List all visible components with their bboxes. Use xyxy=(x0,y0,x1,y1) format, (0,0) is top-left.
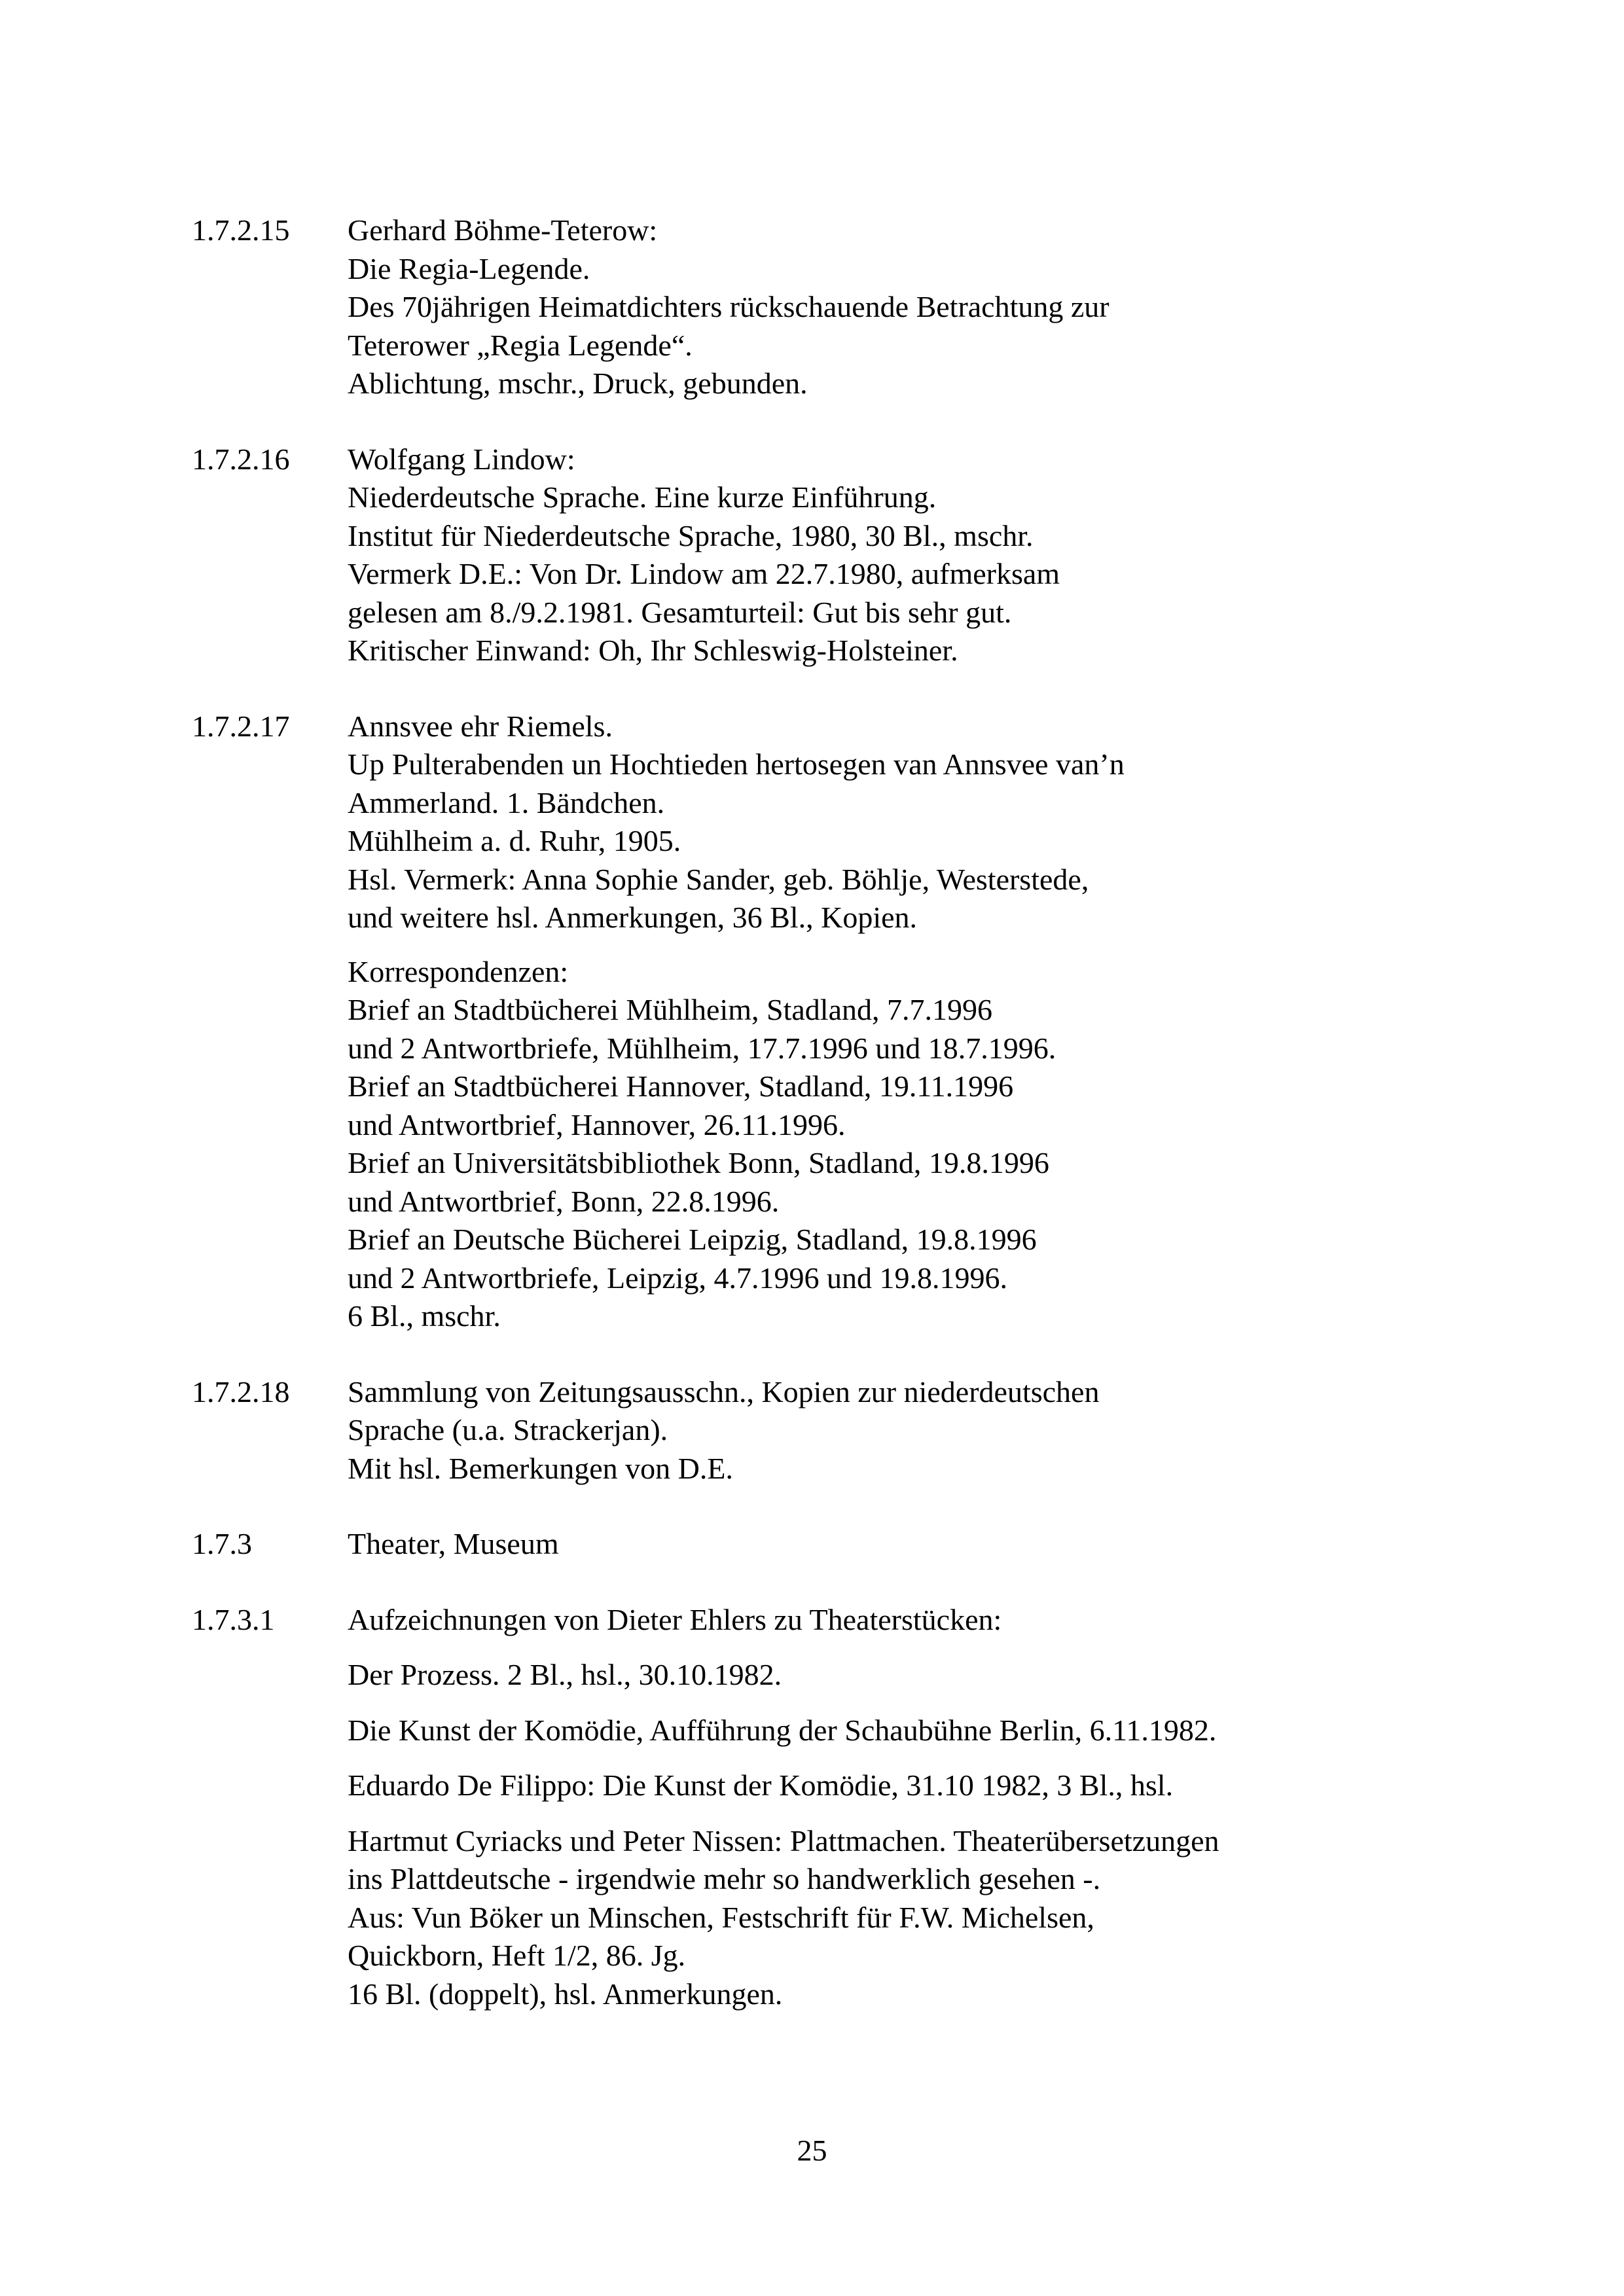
entry-line: Gerhard Böhme-Teterow: xyxy=(348,213,658,247)
entry-line: Quickborn, Heft 1/2, 86. Jg. xyxy=(348,1939,686,1972)
entry-line: Korrespondenzen: xyxy=(348,954,569,988)
entry-number: 1.7.2.18 xyxy=(192,1374,290,1408)
entry-number: 1.7.3 xyxy=(192,1527,252,1560)
catalog-entry xyxy=(192,708,1435,1336)
entry-line: Theater, Museum xyxy=(348,1527,559,1560)
entry-line: Hartmut Cyriacks und Peter Nissen: Plattmachen. Theaterübersetzungen xyxy=(348,1823,1219,1857)
entry-paragraph xyxy=(348,1712,1435,1750)
entry-body xyxy=(348,1373,1435,1488)
entry-line: Annsvee ehr Riemels. xyxy=(348,709,613,743)
entry-number: 1.7.2.16 xyxy=(192,442,290,476)
entry-line: Teterower „Regia Legende“. xyxy=(348,328,693,362)
entry-line: Mit hsl. Bemerkungen von D.E. xyxy=(348,1451,733,1485)
entry-line: Aufzeichnungen von Dieter Ehlers zu Theaterstücken: xyxy=(348,1602,1002,1636)
entry-paragraph xyxy=(348,1373,1435,1488)
entry-line: Ablichtung, mschr., Druck, gebunden. xyxy=(348,367,808,400)
entry-paragraph xyxy=(348,1601,1435,1640)
entry-number: 1.7.2.15 xyxy=(192,213,290,247)
entry-line: Brief an Stadtbücherei Mühlheim, Stadland, 7.7.1996 xyxy=(348,993,992,1026)
entry-body xyxy=(348,211,1435,403)
entry-body xyxy=(348,440,1435,670)
entry-line: Kritischer Einwand: Oh, Ihr Schleswig-Holsteiner. xyxy=(348,634,958,667)
entry-line: und 2 Antwortbriefe, Leipzig, 4.7.1996 und 19.8.1996. xyxy=(348,1261,1008,1295)
catalog-entry xyxy=(192,1601,1435,2014)
entry-paragraph xyxy=(348,708,1435,937)
entry-line: Sammlung von Zeitungsausschn., Kopien zur niederdeutschen xyxy=(348,1374,1100,1408)
entry-line: Niederdeutsche Sprache. Eine kurze Einführung. xyxy=(348,480,937,514)
entry-line: Institut für Niederdeutsche Sprache, 1980, 30 Bl., mschr. xyxy=(348,518,1034,552)
entry-line: Die Regia-Legende. xyxy=(348,251,590,285)
entry-paragraph xyxy=(348,211,1435,403)
entry-paragraph xyxy=(348,1525,1435,1564)
entry-paragraph xyxy=(348,440,1435,670)
entry-line: Wolfgang Lindow: xyxy=(348,442,575,476)
catalog-entry xyxy=(192,440,1435,670)
entry-paragraph xyxy=(348,953,1435,1336)
entry-line: Aus: Vun Böker un Minschen, Festschrift für F.W. Michelsen, xyxy=(348,1900,1094,1934)
entry-line: und Antwortbrief, Hannover, 26.11.1996. xyxy=(348,1107,846,1141)
entry-line: ins Plattdeutsche - irgendwie mehr so handwerklich gesehen -. xyxy=(348,1862,1101,1895)
entry-line: Vermerk D.E.: Von Dr. Lindow am 22.7.1980, aufmerksam xyxy=(348,557,1060,590)
entry-line: 16 Bl. (doppelt), hsl. Anmerkungen. xyxy=(348,1977,783,2011)
entry-body xyxy=(348,1525,1435,1564)
entry-line: Brief an Universitätsbibliothek Bonn, Stadland, 19.8.1996 xyxy=(348,1146,1049,1179)
entry-line: Up Pulterabenden un Hochtieden hertosegen van Annsvee van’n xyxy=(348,747,1125,781)
entry-line: und Antwortbrief, Bonn, 22.8.1996. xyxy=(348,1184,780,1218)
entry-number: 1.7.2.17 xyxy=(192,709,290,743)
entry-line: 6 Bl., mschr. xyxy=(348,1299,501,1333)
entry-line: Eduardo De Filippo: Die Kunst der Komödie, 31.10 1982, 3 Bl., hsl. xyxy=(348,1768,1174,1802)
entry-line: Brief an Stadtbücherei Hannover, Stadland, 19.11.1996 xyxy=(348,1069,1014,1103)
entry-line: Brief an Deutsche Bücherei Leipzig, Stadland, 19.8.1996 xyxy=(348,1223,1037,1256)
entry-line: gelesen am 8./9.2.1981. Gesamturteil: Gut bis sehr gut. xyxy=(348,595,1012,629)
page-number: 25 xyxy=(797,2134,827,2167)
entry-paragraph xyxy=(348,1656,1435,1695)
entry-line: Mühlheim a. d. Ruhr, 1905. xyxy=(348,824,681,857)
entry-body xyxy=(348,1601,1435,2014)
entry-line: Hsl. Vermerk: Anna Sophie Sander, geb. Böhlje, Westerstede, xyxy=(348,862,1089,896)
entry-line: und weitere hsl. Anmerkungen, 36 Bl., Kopien. xyxy=(348,901,918,934)
catalog-entry xyxy=(192,1525,1435,1564)
entry-number: 1.7.3.1 xyxy=(192,1602,275,1636)
entry-line: Der Prozess. 2 Bl., hsl., 30.10.1982. xyxy=(348,1658,782,1691)
entry-line: Ammerland. 1. Bändchen. xyxy=(348,785,665,819)
entry-line: Des 70jährigen Heimatdichters rückschauende Betrachtung zur xyxy=(348,290,1110,323)
entry-list xyxy=(192,211,1435,2013)
entry-paragraph xyxy=(348,1767,1435,1805)
entry-line: und 2 Antwortbriefe, Mühlheim, 17.7.1996 und 18.7.1996. xyxy=(348,1031,1056,1065)
catalog-entry xyxy=(192,1373,1435,1488)
entry-line: Sprache (u.a. Strackerjan). xyxy=(348,1413,668,1446)
entry-body xyxy=(348,708,1435,1336)
entry-paragraph xyxy=(348,1822,1435,2014)
entry-line: Die Kunst der Komödie, Aufführung der Schaubühne Berlin, 6.11.1982. xyxy=(348,1713,1217,1747)
catalog-entry xyxy=(192,211,1435,403)
